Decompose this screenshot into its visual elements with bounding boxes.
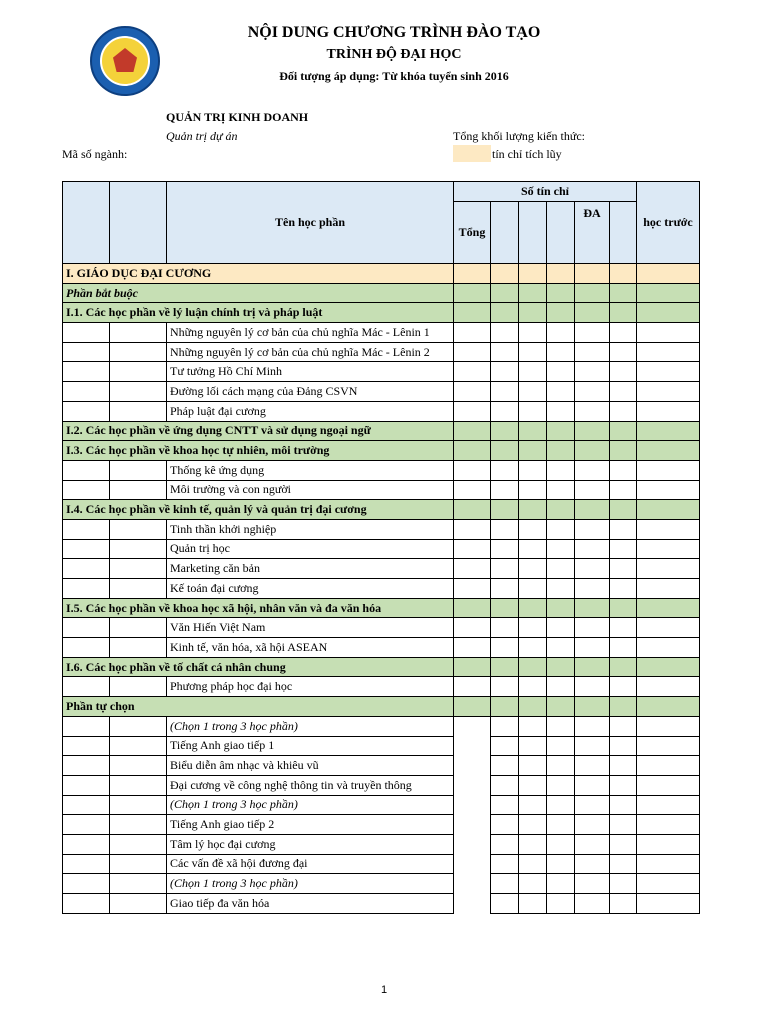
header-da: ĐA xyxy=(575,202,610,264)
course-name: Kinh tế, văn hóa, xã hội ASEAN xyxy=(167,638,454,658)
course-name: Kế toán đại cương xyxy=(167,579,454,599)
course-row xyxy=(63,638,700,658)
course-name: (Chọn 1 trong 3 học phần) xyxy=(167,874,454,894)
section-row xyxy=(63,500,700,520)
course-row xyxy=(63,539,700,559)
course-row xyxy=(63,854,700,874)
course-row xyxy=(63,323,700,343)
course-name: Tinh thần khởi nghiệp xyxy=(167,519,454,539)
course-row xyxy=(63,756,700,776)
course-name: Biểu diễn âm nhạc và khiêu vũ xyxy=(167,756,454,776)
curriculum-table xyxy=(62,181,700,914)
total-knowledge-label: Tổng khối lượng kiến thức: xyxy=(453,129,586,143)
course-name: Môi trường và con người xyxy=(167,480,454,500)
header-credits: Số tín chỉ xyxy=(454,182,637,202)
course-name: Văn Hiến Việt Nam xyxy=(167,618,454,638)
major-name: QUẢN TRỊ KINH DOANH xyxy=(166,110,309,124)
section-heading: I.4. Các học phần về kinh tế, quản lý và quản trị đại cương xyxy=(63,500,454,520)
section-row xyxy=(63,441,700,461)
course-name: Marketing căn bản xyxy=(167,559,454,579)
section-row xyxy=(63,303,700,323)
curriculum-body xyxy=(63,264,700,914)
course-name: Tiếng Anh giao tiếp 1 xyxy=(167,736,454,756)
section-heading: Phần bắt buộc xyxy=(63,283,454,303)
section-row xyxy=(63,697,700,717)
course-name: Tâm lý học đại cương xyxy=(167,834,454,854)
course-name: Pháp luật đại cương xyxy=(167,401,454,421)
section-heading: Phần tự chọn xyxy=(63,697,454,717)
section-heading: I.1. Các học phần về lý luận chính trị và pháp luật xyxy=(63,303,454,323)
section-row xyxy=(63,657,700,677)
page-number: 1 xyxy=(380,984,388,996)
document-title: NỘI DUNG CHƯƠNG TRÌNH ĐÀO TẠO xyxy=(247,24,541,41)
course-name: Thống kê ứng dụng xyxy=(167,460,454,480)
header-course-name: Tên học phần xyxy=(167,182,454,264)
course-row xyxy=(63,874,700,894)
section-heading: I.3. Các học phần về khoa học tự nhiên, môi trường xyxy=(63,441,454,461)
header-prerequisite: học trước xyxy=(637,182,700,264)
course-row xyxy=(63,736,700,756)
course-row xyxy=(63,677,700,697)
course-row xyxy=(63,519,700,539)
course-row xyxy=(63,894,700,914)
course-name: Những nguyên lý cơ bản của chủ nghĩa Mác - Lênin 2 xyxy=(167,342,454,362)
section-heading: I.2. Các học phần về ứng dụng CNTT và sử dụng ngoại ngữ xyxy=(63,421,454,441)
course-name: Quản trị học xyxy=(167,539,454,559)
course-row xyxy=(63,362,700,382)
course-name: (Chọn 1 trong 3 học phần) xyxy=(167,795,454,815)
course-name: Tư tưởng Hồ Chí Minh xyxy=(167,362,454,382)
course-row xyxy=(63,795,700,815)
course-name: Đại cương về công nghệ thông tin và truyền thông xyxy=(167,775,454,795)
course-row xyxy=(63,401,700,421)
course-row xyxy=(63,716,700,736)
course-row xyxy=(63,382,700,402)
course-name: Những nguyên lý cơ bản của chủ nghĩa Mác - Lênin 1 xyxy=(167,323,454,343)
course-name: (Chọn 1 trong 3 học phần) xyxy=(167,716,454,736)
section-row xyxy=(63,264,700,284)
section-row xyxy=(63,283,700,303)
course-row xyxy=(63,579,700,599)
course-row xyxy=(63,460,700,480)
course-row xyxy=(63,775,700,795)
document-level: TRÌNH ĐỘ ĐẠI HỌC xyxy=(326,47,462,62)
section-row xyxy=(63,598,700,618)
course-row xyxy=(63,815,700,835)
course-name: Đường lối cách mạng của Đảng CSVN xyxy=(167,382,454,402)
credits-label: tín chỉ tích lũy xyxy=(492,147,562,161)
course-name: Tiếng Anh giao tiếp 2 xyxy=(167,815,454,835)
course-row xyxy=(63,342,700,362)
course-name: Giao tiếp đa văn hóa xyxy=(167,894,454,914)
section-row xyxy=(63,421,700,441)
document-scope: Đối tượng áp dụng: Từ khóa tuyển sinh 2016 xyxy=(279,69,509,83)
specialization-name: Quản trị dự án xyxy=(166,129,238,143)
course-row xyxy=(63,618,700,638)
header-cell-id xyxy=(110,182,167,264)
section-heading: I.6. Các học phần về tố chất cá nhân chung xyxy=(63,657,454,677)
header-total: Tổng xyxy=(454,202,491,264)
course-row xyxy=(63,480,700,500)
credits-highlight-field xyxy=(453,145,491,162)
course-name: Phương pháp học đại học xyxy=(167,677,454,697)
section-heading: I. GIÁO DỤC ĐẠI CƯƠNG xyxy=(63,264,454,284)
section-heading: I.5. Các học phần về khoa học xã hội, nhân văn và đa văn hóa xyxy=(63,598,454,618)
major-code-label: Mã số ngành: xyxy=(62,147,128,161)
course-name: Các vấn đề xã hội đương đại xyxy=(167,854,454,874)
header-cell-code xyxy=(63,182,110,264)
course-row xyxy=(63,559,700,579)
course-row xyxy=(63,834,700,854)
